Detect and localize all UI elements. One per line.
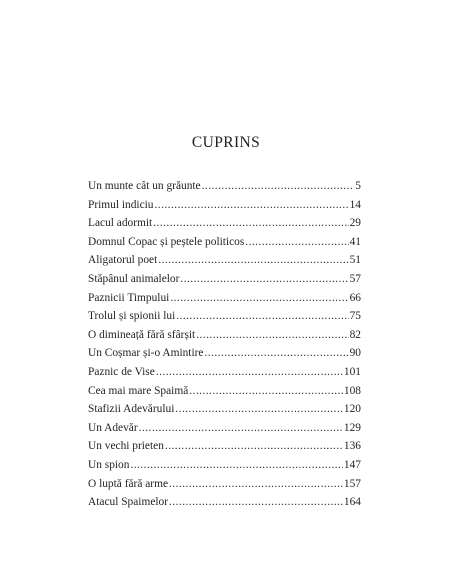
toc-entry-page: 101 bbox=[343, 365, 361, 378]
toc-entry-page: 5 bbox=[355, 180, 361, 192]
toc-entry-page: 157 bbox=[343, 477, 361, 490]
toc-entry-title: O dimineață fără sfârșit bbox=[88, 328, 196, 341]
toc-entry-page: 108 bbox=[343, 384, 361, 397]
toc-entry bbox=[88, 456, 361, 475]
toc-leader-dots bbox=[139, 419, 343, 438]
toc-leader-dots bbox=[155, 196, 349, 215]
toc-entry bbox=[88, 493, 361, 512]
toc-entry bbox=[88, 419, 361, 438]
toc-leader-dots bbox=[180, 270, 348, 289]
toc-leader-dots bbox=[189, 382, 343, 401]
table-of-contents bbox=[88, 177, 361, 512]
toc-entry-page: 14 bbox=[349, 198, 361, 211]
toc-entry bbox=[88, 196, 361, 215]
toc-entry bbox=[88, 475, 361, 494]
toc-entry-page: 136 bbox=[343, 440, 361, 453]
toc-entry-page: 164 bbox=[343, 496, 361, 509]
toc-entry-title: Stăpânul animalelor bbox=[88, 272, 180, 285]
toc-entry bbox=[88, 307, 361, 326]
toc-entry-page: 29 bbox=[349, 217, 361, 230]
toc-entry-title: Primul indiciu bbox=[88, 198, 154, 211]
toc-entry-page: 82 bbox=[349, 328, 361, 341]
toc-leader-dots bbox=[245, 233, 348, 252]
page-title: CUPRINS bbox=[191, 134, 261, 151]
toc-entry bbox=[88, 270, 361, 289]
toc-entry-title: Domnul Copac și peștele politicos bbox=[88, 235, 245, 248]
toc-entry-title: Un Adevăr bbox=[88, 421, 138, 434]
toc-entry bbox=[88, 289, 361, 308]
toc-entry-page: 129 bbox=[343, 421, 361, 434]
toc-entry bbox=[88, 344, 361, 363]
toc-entry-title: Paznic de Vise bbox=[88, 365, 155, 378]
toc-entry bbox=[88, 400, 361, 419]
toc-entry-page: 41 bbox=[349, 235, 361, 248]
toc-entry-page: 90 bbox=[349, 347, 361, 360]
toc-leader-dots bbox=[175, 400, 343, 419]
toc-entry-title: Un Coșmar și-o Amintire bbox=[88, 347, 204, 360]
toc-leader-dots bbox=[176, 307, 348, 326]
toc-leader-dots bbox=[130, 456, 342, 475]
toc-entry bbox=[88, 437, 361, 456]
toc-entry-title: Un spion bbox=[88, 458, 130, 471]
toc-entry-title: Aligatorul poet bbox=[88, 254, 158, 267]
toc-leader-dots bbox=[204, 344, 348, 363]
toc-leader-dots bbox=[156, 363, 343, 382]
toc-entry bbox=[88, 326, 361, 345]
toc-entry-title: Cea mai mare Spaimă bbox=[88, 384, 189, 397]
toc-entry-title: Stafizii Adevărului bbox=[88, 403, 175, 416]
toc-leader-dots bbox=[170, 289, 348, 308]
toc-entry-title: Un munte cât un grăunte bbox=[88, 180, 201, 192]
toc-entry-page: 66 bbox=[349, 291, 361, 304]
toc-entry-page: 120 bbox=[343, 403, 361, 416]
toc-entry bbox=[88, 214, 361, 233]
toc-entry-title: Atacul Spaimelor bbox=[88, 496, 169, 509]
toc-entry-title: Lacul adormit bbox=[88, 217, 153, 230]
toc-entry-title: O luptă fără arme bbox=[88, 477, 169, 490]
toc-leader-dots bbox=[196, 326, 348, 345]
toc-leader-dots bbox=[153, 214, 348, 233]
toc-entry-title: Trolul și spionii lui bbox=[88, 310, 176, 323]
toc-entry bbox=[88, 382, 361, 401]
toc-entry-page: 147 bbox=[343, 458, 361, 471]
toc-entry-page: 51 bbox=[349, 254, 361, 267]
toc-leader-dots bbox=[158, 251, 348, 270]
toc-leader-dots bbox=[169, 493, 343, 512]
toc-entry bbox=[88, 233, 361, 252]
toc-entry-page: 57 bbox=[349, 272, 361, 285]
toc-leader-dots bbox=[202, 177, 355, 196]
toc-leader-dots bbox=[169, 475, 343, 494]
toc-entry-title: Un vechi prieten bbox=[88, 440, 164, 453]
toc-entry bbox=[88, 177, 361, 196]
toc-entry-page: 75 bbox=[349, 310, 361, 323]
toc-entry-title: Paznicii Timpului bbox=[88, 291, 170, 304]
toc-leader-dots bbox=[165, 437, 343, 456]
toc-entry bbox=[88, 363, 361, 382]
toc-entry bbox=[88, 251, 361, 270]
